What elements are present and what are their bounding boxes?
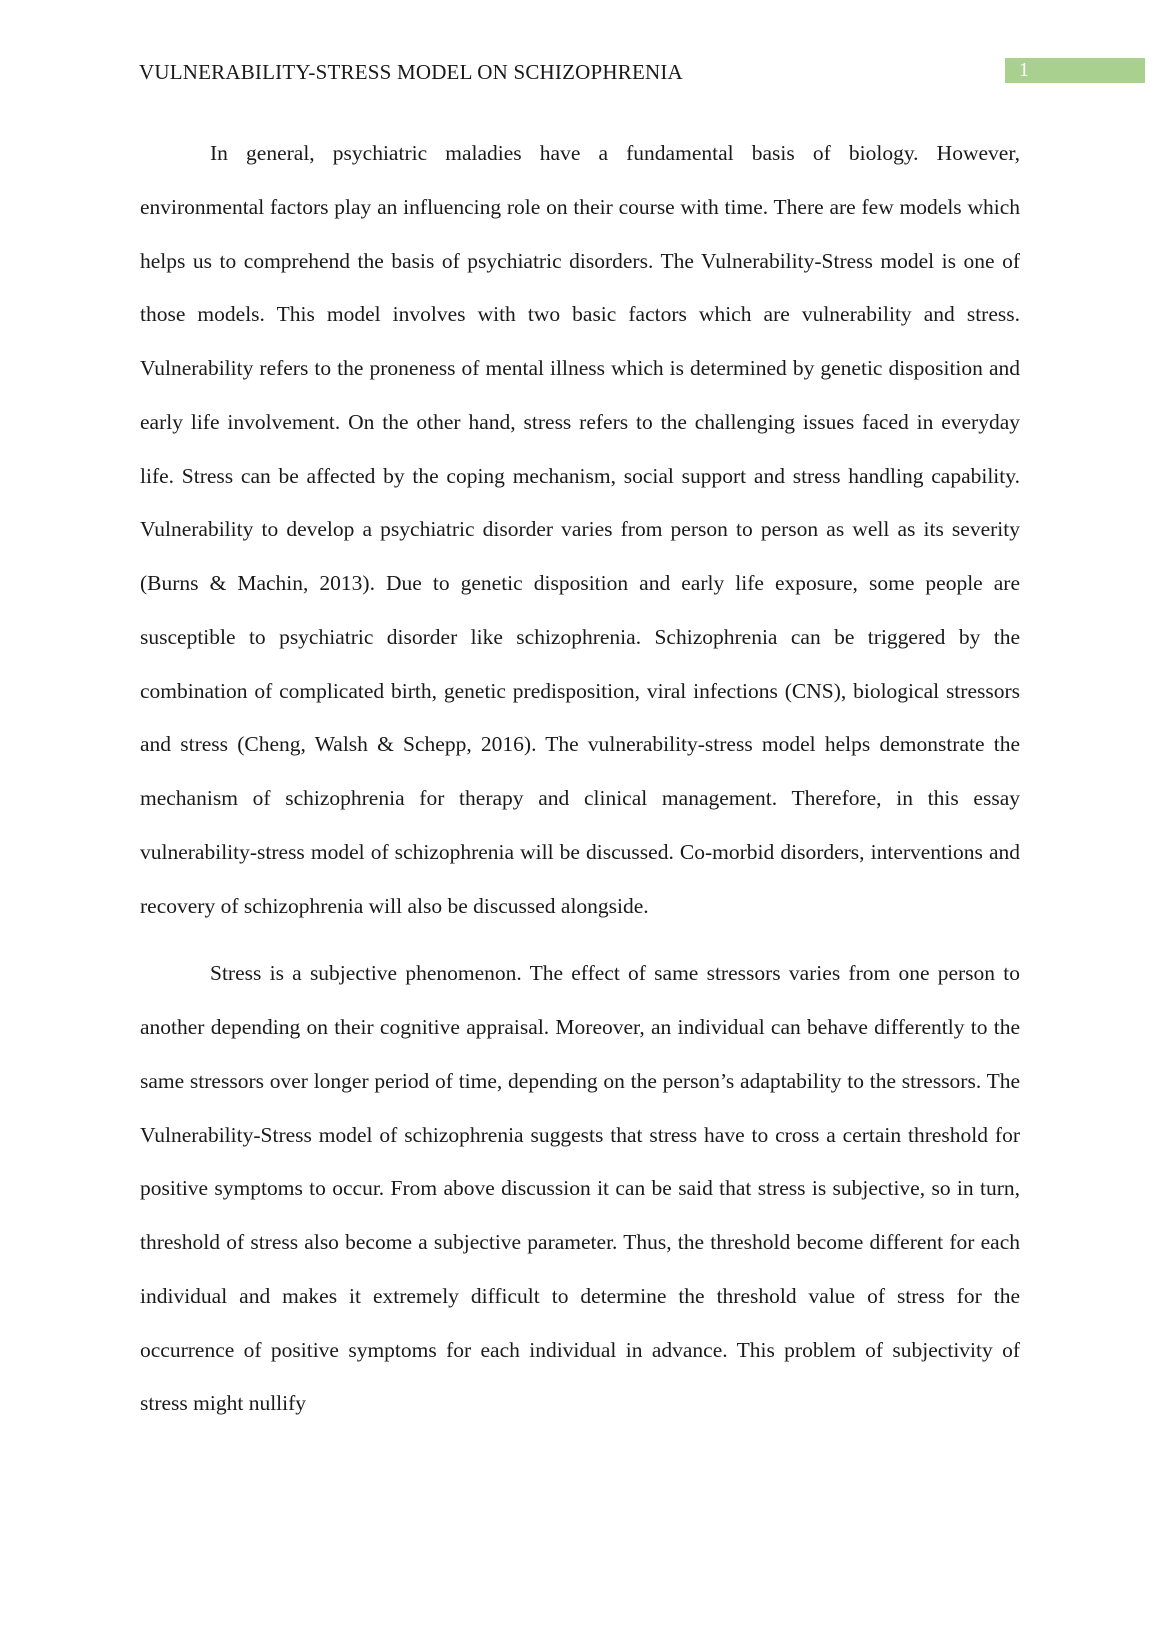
page-number: 1 bbox=[1005, 58, 1145, 83]
paragraph-introduction: In general, psychiatric maladies have a fundamental basis of biology. However, environmental factors play an influencing role on their course with time. There are few models which helps us to comprehend the basis of psychiatric disorders. The Vulnerability-Stress model is one of those models. This model involves with two basic factors which are vulnerability and stress. Vulnerability refers to the proneness of mental illness which is determined by genetic disposition and early life involvement. On the other hand, stress refers to the challenging issues faced in everyday life. Stress can be affected by the coping mechanism, social support and stress handling capability. Vulnerability to develop a psychiatric disorder varies from person to person as well as its severity (Burns & Machin, 2013). Due to genetic disposition and early life exposure, some people are susceptible to psychiatric disorder like schizophrenia. Schizophrenia can be triggered by the combination of complicated birth, genetic predisposition, viral infections (CNS), biological stressors and stress (Cheng, Walsh & Schepp, 2016). The vulnerability-stress model helps demonstrate the mechanism of schizophrenia for therapy and clinical management. Therefore, in this essay vulnerability-stress model of schizophrenia will be discussed. Co-morbid disorders, interventions and recovery of schizophrenia will also be discussed alongside. bbox=[140, 141, 1020, 918]
running-head: VULNERABILITY-STRESS MODEL ON SCHIZOPHRENIA bbox=[139, 60, 683, 84]
body-text bbox=[140, 127, 1020, 1431]
paragraph-stress-subjectivity: Stress is a subjective phenomenon. The effect of same stressors varies from one person to another depending on their cognitive appraisal. Moreover, an individual can behave differently to the same stressors over longer period of time, depending on the person’s adaptability to the stressors. The Vulnerability-Stress model of schizophrenia suggests that stress have to cross a certain threshold for positive symptoms to occur. From above discussion it can be said that stress is subjective, so in turn, threshold of stress also become a subjective parameter. Thus, the threshold become different for each individual and makes it extremely difficult to determine the threshold value of stress for the occurrence of positive symptoms for each individual in advance. This problem of subjectivity of stress might nullify bbox=[140, 961, 1020, 1416]
